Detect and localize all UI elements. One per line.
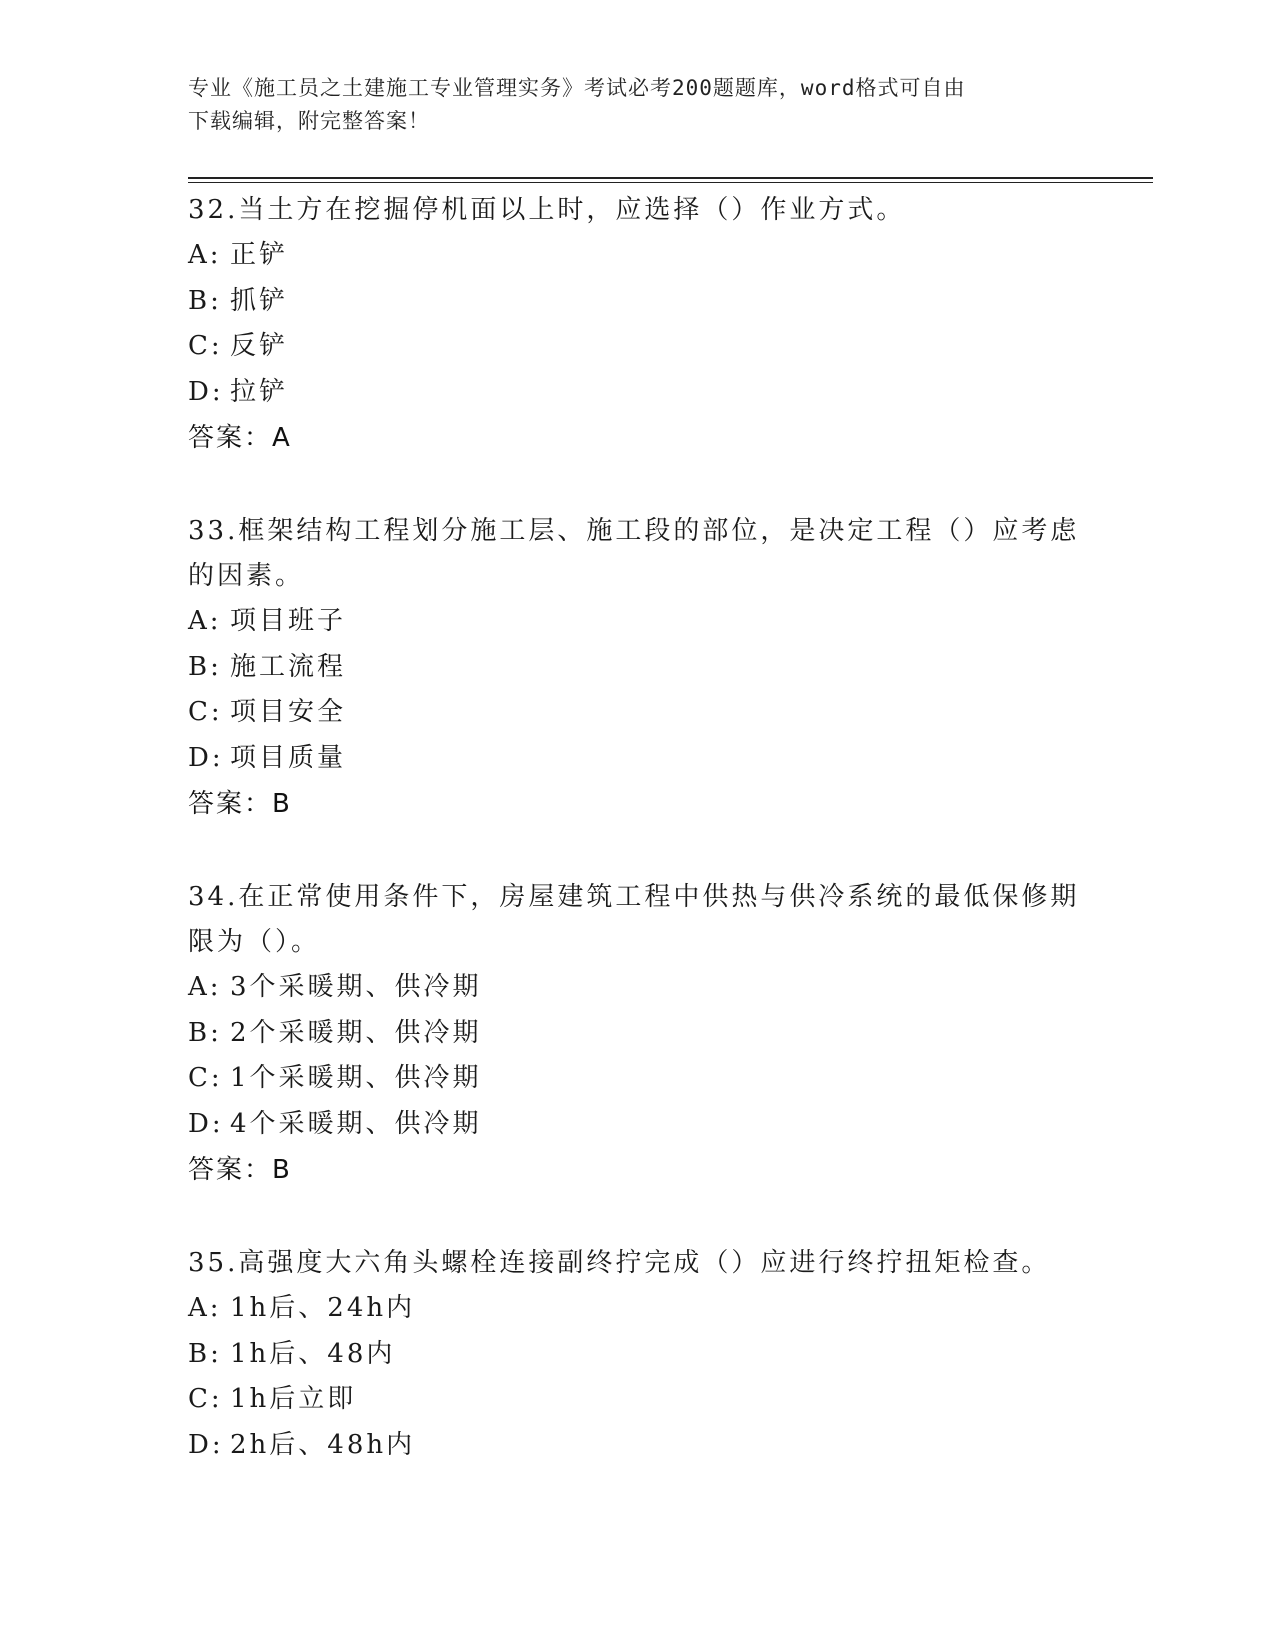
option-letter: D: xyxy=(188,742,224,773)
option-letter: B: xyxy=(188,285,222,316)
option-text: 项目质量 xyxy=(230,742,347,773)
question-stem: 35.高强度大六角头螺栓连接副终拧完成（）应进行终拧扭矩检查。 xyxy=(188,1248,1051,1278)
option-b xyxy=(188,1011,1088,1057)
option-a xyxy=(188,599,1088,645)
option-letter: B: xyxy=(188,1017,222,1048)
option-letter: B: xyxy=(188,651,222,682)
option-text: 3个采暖期、供冷期 xyxy=(230,972,482,1002)
option-text: 抓铲 xyxy=(230,285,289,316)
option-letter: C: xyxy=(188,331,223,361)
option-d xyxy=(188,1423,1088,1469)
option-a xyxy=(188,1286,1088,1332)
option-text: 2个采暖期、供冷期 xyxy=(230,1017,482,1048)
option-text: 正铲 xyxy=(230,240,289,270)
option-d xyxy=(188,370,1088,416)
document-header xyxy=(188,72,1088,138)
option-c xyxy=(188,1056,1088,1102)
question-stem-line-1: 34.在正常使用条件下，房屋建筑工程中供热与供冷系统的最低保修期 xyxy=(188,882,1080,912)
question-32 xyxy=(188,188,1088,461)
option-b xyxy=(188,279,1088,325)
option-text: 1h后立即 xyxy=(230,1384,357,1414)
option-c xyxy=(188,324,1088,370)
header-rule-thick xyxy=(188,177,1153,179)
option-text: 1h后、24h内 xyxy=(230,1293,416,1323)
option-c xyxy=(188,690,1088,736)
option-letter: C: xyxy=(188,1384,223,1414)
option-text: 4个采暖期、供冷期 xyxy=(230,1108,482,1139)
option-letter: C: xyxy=(188,1063,223,1093)
option-letter: A: xyxy=(188,606,222,636)
answer-line: 答案：B xyxy=(188,1155,292,1185)
option-letter: A: xyxy=(188,1293,222,1323)
option-text: 项目班子 xyxy=(230,606,347,636)
option-letter: A: xyxy=(188,972,222,1002)
question-35 xyxy=(188,1241,1088,1468)
option-letter: D: xyxy=(188,376,224,407)
option-text: 1个采暖期、供冷期 xyxy=(230,1063,482,1093)
header-rule-thin xyxy=(188,182,1153,183)
option-d xyxy=(188,736,1088,782)
option-b xyxy=(188,1332,1088,1378)
option-text: 拉铲 xyxy=(230,376,289,407)
question-33 xyxy=(188,509,1088,827)
option-a xyxy=(188,965,1088,1011)
option-text: 1h后、48内 xyxy=(230,1338,396,1369)
option-text: 施工流程 xyxy=(230,651,347,682)
question-stem-line-1: 33.框架结构工程划分施工层、施工段的部位，是决定工程（）应考虑 xyxy=(188,516,1080,546)
option-text: 2h后、48h内 xyxy=(230,1429,416,1460)
option-a xyxy=(188,233,1088,279)
question-stem-line-2: 限为（）。 xyxy=(188,927,321,957)
option-b xyxy=(188,645,1088,691)
option-text: 反铲 xyxy=(230,331,289,361)
header-line-1: 专业《施工员之土建施工专业管理实务》考试必考200题题库，word格式可自由 xyxy=(188,76,966,100)
option-letter: B: xyxy=(188,1338,222,1369)
question-list xyxy=(188,188,1088,1516)
option-letter: C: xyxy=(188,697,223,727)
option-text: 项目安全 xyxy=(230,697,347,727)
header-line-2: 下载编辑，附完整答案！ xyxy=(188,109,430,133)
option-d xyxy=(188,1102,1088,1148)
question-stem: 32.当土方在挖掘停机面以上时，应选择（）作业方式。 xyxy=(188,195,906,225)
option-letter: D: xyxy=(188,1108,224,1139)
question-34 xyxy=(188,875,1088,1193)
option-c xyxy=(188,1377,1088,1423)
option-letter: A: xyxy=(188,240,222,270)
option-letter: D: xyxy=(188,1429,224,1460)
answer-line: 答案：B xyxy=(188,789,292,819)
question-stem-line-2: 的因素。 xyxy=(188,561,305,591)
answer-line: 答案：A xyxy=(188,423,292,453)
